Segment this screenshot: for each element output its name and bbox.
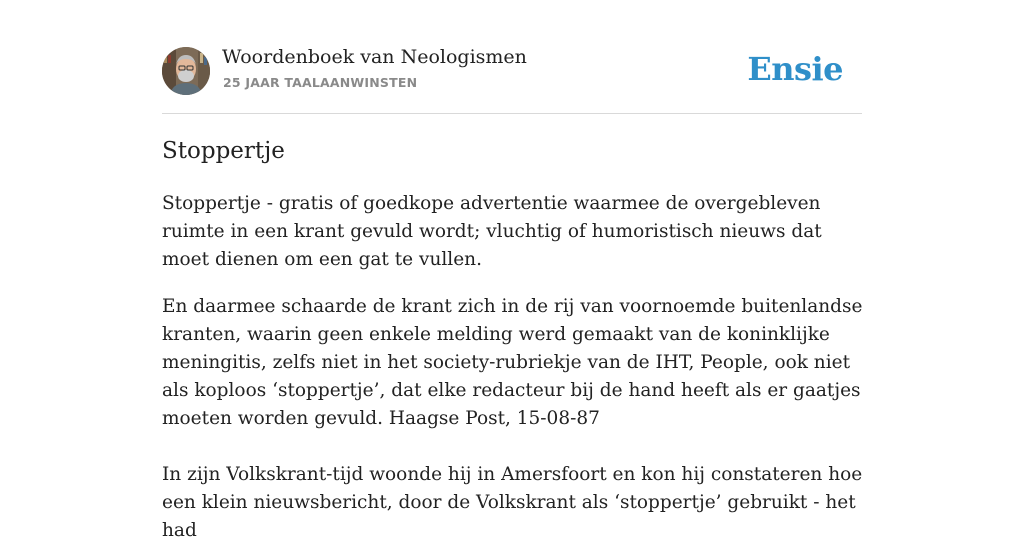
entry-quote-paragraph: In zijn Volkskrant-tijd woonde hij in Amersfoort en kon hij constateren hoe een klein nieuwsbericht, door de Volkskrant als ‘stoppertje’ gebruikt - het had [162, 464, 863, 541]
avatar-portrait-icon [162, 47, 210, 95]
site-subtitle: 25 JAAR TAALAANWINSTEN [223, 75, 418, 90]
entry-title: Stoppertje [162, 138, 285, 164]
ensie-logo[interactable]: Ensie [747, 50, 843, 88]
site-header [162, 0, 862, 114]
entry-quote-paragraph: En daarmee schaarde de krant zich in de rij van voornoemde buitenlandse kranten, waarin geen enkele melding werd gemaakt van de koninklijke meningitis, zelfs niet in het society-rubriekje van de IHT, People, ook niet als koploos ‘stoppertje’, dat elke redacteur bij de hand heeft als er gaatjes moeten worden gevuld. Haagse Post, 15-08-87 [162, 296, 863, 429]
site-title[interactable]: Woordenboek van Neologismen [222, 46, 527, 68]
entry-definition-paragraph: Stoppertje - gratis of goedkope advertentie waarmee de overgebleven ruimte in een krant gevuld wordt; vluchtig of humoristisch nieuws dat moet dienen om een gat te vullen. [162, 193, 822, 270]
author-avatar[interactable] [162, 47, 210, 95]
page-container [162, 0, 863, 541]
